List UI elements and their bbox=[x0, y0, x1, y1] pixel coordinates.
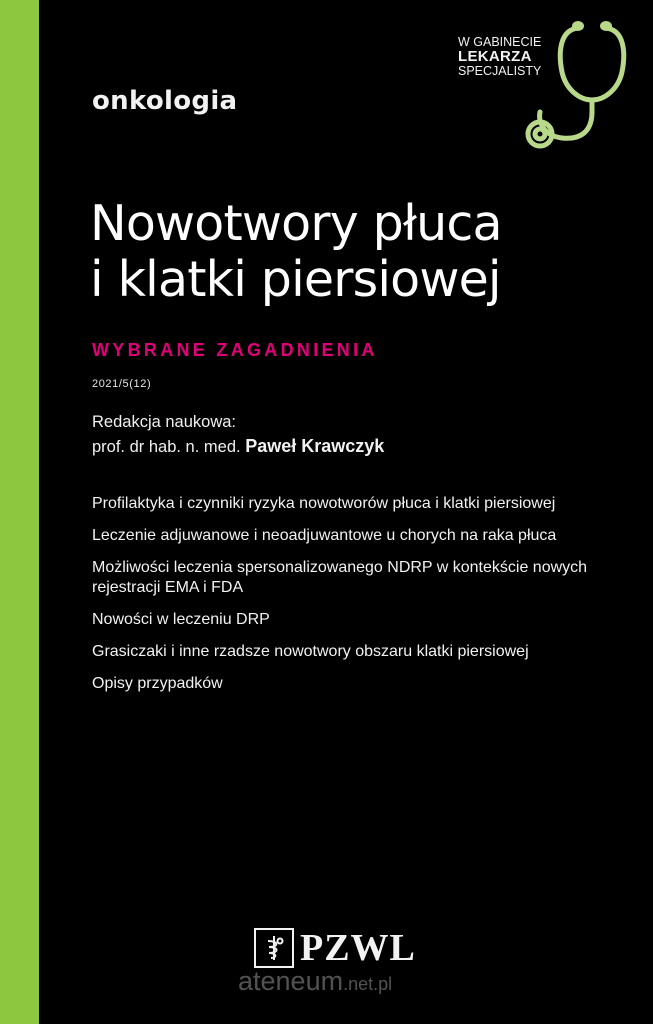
topic-item: Leczenie adjuwanowe i neoadjuwantowe u chorych na raka płuca bbox=[92, 527, 557, 544]
title-line-2: i klatki piersiowej bbox=[90, 251, 501, 308]
badge-line-2: LEKARZA bbox=[458, 48, 532, 65]
pzwl-logo-icon bbox=[254, 928, 294, 968]
book-subtitle: WYBRANE ZAGADNIENIA bbox=[92, 340, 378, 360]
badge-line-3: SPECJALISTY bbox=[458, 64, 542, 78]
topic-item: Nowości w leczeniu DRP bbox=[92, 611, 270, 628]
book-title bbox=[90, 196, 502, 308]
topics-list bbox=[92, 494, 612, 706]
editor-name: Paweł Krawczyk bbox=[245, 436, 385, 456]
publisher-logo bbox=[254, 926, 416, 970]
topic-item: Profilaktyka i czynniki ryzyka nowotworów płuca i klatki piersiowej bbox=[92, 495, 556, 512]
badge-line-1: W GABINECIE bbox=[458, 35, 542, 49]
watermark-main: ateneum bbox=[238, 966, 344, 996]
topic-item: Możliwości leczenia spersonalizowanego NDRP w kontekście nowych rejestracji EMA i FDA bbox=[92, 559, 588, 596]
series-label: onkologia bbox=[92, 86, 238, 116]
topic-item: Opisy przypadków bbox=[92, 675, 223, 692]
issue-number: 2021/5(12) bbox=[92, 378, 152, 390]
topic-item: Grasiczaki i inne rzadsze nowotwory obszaru klatki piersiowej bbox=[92, 643, 529, 660]
editor-line bbox=[92, 434, 384, 459]
green-spine-bar bbox=[0, 0, 39, 1024]
editor-block bbox=[92, 410, 384, 459]
ateneum-watermark bbox=[238, 966, 392, 997]
editor-label: Redakcja naukowa: bbox=[92, 413, 237, 431]
watermark-suffix: .net.pl bbox=[343, 974, 393, 994]
title-line-1: Nowotwory płuca bbox=[90, 195, 502, 252]
editor-prefix: prof. dr hab. n. med. bbox=[92, 438, 241, 456]
publisher-name: PZWL bbox=[300, 927, 416, 969]
stethoscope-icon bbox=[500, 12, 630, 162]
